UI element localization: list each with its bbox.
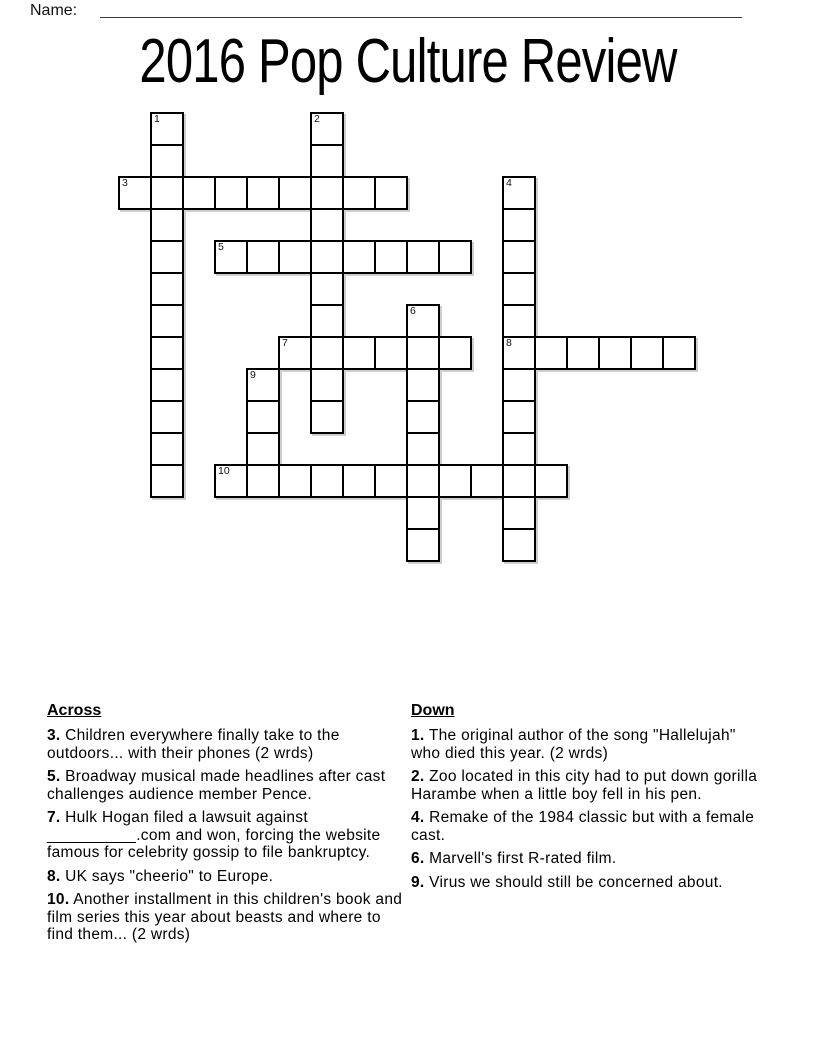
grid-cell[interactable] bbox=[150, 464, 184, 498]
grid-cell[interactable] bbox=[374, 464, 408, 498]
grid-cell[interactable] bbox=[406, 304, 440, 338]
grid-cell[interactable] bbox=[342, 240, 376, 274]
grid-cell[interactable] bbox=[374, 240, 408, 274]
grid-cell[interactable] bbox=[278, 336, 312, 370]
grid-cell[interactable] bbox=[246, 432, 280, 466]
grid-cell[interactable] bbox=[566, 336, 600, 370]
grid-cell[interactable] bbox=[502, 272, 536, 306]
grid-cell[interactable] bbox=[150, 368, 184, 402]
grid-cell[interactable] bbox=[310, 304, 344, 338]
grid-cell[interactable] bbox=[438, 240, 472, 274]
grid-cell[interactable] bbox=[310, 400, 344, 434]
grid-cell[interactable] bbox=[150, 432, 184, 466]
clue-item bbox=[411, 809, 765, 844]
grid-cell[interactable] bbox=[310, 336, 344, 370]
grid-cell[interactable] bbox=[406, 528, 440, 562]
grid-cell[interactable] bbox=[662, 336, 696, 370]
grid-cell[interactable] bbox=[310, 112, 344, 146]
clue-item-number: 8. bbox=[47, 867, 61, 885]
grid-cell[interactable] bbox=[310, 272, 344, 306]
grid-cell[interactable] bbox=[214, 176, 248, 210]
grid-cell[interactable] bbox=[438, 464, 472, 498]
grid-cell-number: 10 bbox=[218, 465, 230, 477]
grid-cell[interactable] bbox=[502, 432, 536, 466]
clue-item bbox=[47, 809, 409, 862]
clue-item bbox=[47, 868, 409, 886]
grid-cell[interactable] bbox=[502, 400, 536, 434]
clue-item-text: Remake of the 1984 classic but with a female cast. bbox=[411, 809, 755, 844]
clue-item-text: Another installment in this children's book and film series this year about beasts and where to find them... (2 wrds) bbox=[47, 891, 403, 943]
clue-item-number: 2. bbox=[411, 768, 425, 785]
grid-cell-number: 4 bbox=[506, 177, 512, 189]
grid-cell[interactable] bbox=[278, 176, 312, 210]
grid-cell-number: 3 bbox=[122, 177, 128, 189]
grid-cell[interactable] bbox=[150, 176, 184, 210]
across-clues-column bbox=[47, 702, 409, 950]
clue-item-number: 1. bbox=[411, 727, 425, 744]
grid-cell[interactable] bbox=[534, 336, 568, 370]
grid-cell[interactable] bbox=[182, 176, 216, 210]
grid-cell[interactable] bbox=[150, 400, 184, 434]
grid-cell[interactable] bbox=[310, 208, 344, 242]
grid-cell[interactable] bbox=[374, 176, 408, 210]
grid-cell-number: 9 bbox=[250, 369, 256, 381]
grid-cell[interactable] bbox=[214, 240, 248, 274]
name-label: Name: bbox=[30, 2, 78, 19]
clue-item-text: Virus we should still be concerned about. bbox=[424, 873, 723, 891]
clue-item-text: Children everywhere finally take to the outdoors... with their phones (2 wrds) bbox=[47, 727, 340, 762]
clue-item-text: Marvell's first R-rated film. bbox=[424, 850, 617, 867]
grid-cell[interactable] bbox=[406, 240, 440, 274]
grid-cell-number: 1 bbox=[154, 113, 160, 125]
grid-cell[interactable] bbox=[278, 240, 312, 274]
grid-cell[interactable] bbox=[150, 336, 184, 370]
clue-item-text: Broadway musical made headlines after cast challenges audience member Pence. bbox=[47, 768, 386, 803]
grid-cell[interactable] bbox=[406, 336, 440, 370]
grid-cell[interactable] bbox=[214, 464, 248, 498]
clue-item bbox=[411, 768, 765, 803]
name-fill-line[interactable] bbox=[100, 17, 742, 18]
clue-item bbox=[411, 874, 765, 892]
grid-cell[interactable] bbox=[150, 240, 184, 274]
grid-cell[interactable] bbox=[598, 336, 632, 370]
grid-cell[interactable] bbox=[246, 464, 280, 498]
grid-cell[interactable] bbox=[406, 400, 440, 434]
grid-cell[interactable] bbox=[246, 176, 280, 210]
grid-cell[interactable] bbox=[502, 304, 536, 338]
grid-cell[interactable] bbox=[342, 336, 376, 370]
grid-cell[interactable] bbox=[310, 144, 344, 178]
grid-cell[interactable] bbox=[630, 336, 664, 370]
grid-cell[interactable] bbox=[342, 464, 376, 498]
grid-cell[interactable] bbox=[406, 432, 440, 466]
grid-cell[interactable] bbox=[150, 304, 184, 338]
grid-cell[interactable] bbox=[278, 464, 312, 498]
grid-cell-number: 7 bbox=[282, 337, 288, 349]
grid-cell[interactable] bbox=[310, 368, 344, 402]
page-title: 2016 Pop Culture Review bbox=[139, 27, 677, 96]
clue-item-text: Zoo located in this city had to put down gorilla Harambe when a little boy fell in his pen. bbox=[411, 768, 758, 803]
grid-cell[interactable] bbox=[502, 528, 536, 562]
clue-item-text: UK says "cheerio" to Europe. bbox=[60, 867, 274, 885]
grid-cell[interactable] bbox=[374, 336, 408, 370]
clue-item-number: 4. bbox=[411, 809, 425, 826]
grid-cell[interactable] bbox=[150, 208, 184, 242]
clue-item-text: Hulk Hogan filed a lawsuit against __________.com and won, forcing the website famous for celebrity gossip to file bankruptcy. bbox=[47, 809, 381, 861]
clue-item-number: 6. bbox=[411, 850, 425, 867]
clue-item bbox=[411, 727, 765, 762]
grid-cell[interactable] bbox=[502, 496, 536, 530]
clue-item bbox=[47, 768, 409, 803]
grid-cell[interactable] bbox=[502, 464, 536, 498]
across-clue-list bbox=[47, 727, 409, 944]
clue-item-number: 3. bbox=[47, 727, 61, 744]
clue-item-number: 5. bbox=[47, 768, 61, 785]
grid-cell[interactable] bbox=[310, 240, 344, 274]
grid-cell[interactable] bbox=[246, 240, 280, 274]
clue-item bbox=[47, 727, 409, 762]
grid-cell[interactable] bbox=[150, 112, 184, 146]
grid-cell[interactable] bbox=[502, 208, 536, 242]
grid-cell[interactable] bbox=[342, 176, 376, 210]
grid-cell[interactable] bbox=[310, 464, 344, 498]
clue-item-number: 10. bbox=[47, 891, 70, 908]
down-heading: Down bbox=[411, 702, 455, 719]
grid-cell[interactable] bbox=[502, 368, 536, 402]
across-heading: Across bbox=[47, 702, 102, 719]
grid-cell-number: 6 bbox=[410, 305, 416, 317]
clue-item bbox=[411, 850, 765, 868]
grid-cell[interactable] bbox=[406, 464, 440, 498]
grid-cell-number: 5 bbox=[218, 241, 224, 253]
grid-cell[interactable] bbox=[406, 496, 440, 530]
grid-cell[interactable] bbox=[310, 176, 344, 210]
down-clues-column bbox=[411, 702, 765, 897]
grid-cell[interactable] bbox=[150, 144, 184, 178]
grid-cell[interactable] bbox=[406, 368, 440, 402]
grid-cell-number: 2 bbox=[314, 113, 320, 125]
clue-item-number: 9. bbox=[411, 873, 425, 891]
down-clue-list bbox=[411, 727, 765, 891]
grid-cell[interactable] bbox=[502, 240, 536, 274]
grid-cell[interactable] bbox=[246, 368, 280, 402]
clue-item-text: The original author of the song "Hallelujah" who died this year. (2 wrds) bbox=[411, 727, 736, 762]
grid-cell[interactable] bbox=[502, 336, 536, 370]
grid-cell[interactable] bbox=[470, 464, 504, 498]
grid-cell[interactable] bbox=[150, 272, 184, 306]
grid-cell-number: 8 bbox=[506, 337, 512, 349]
clue-item bbox=[47, 891, 409, 944]
grid-cell[interactable] bbox=[118, 176, 152, 210]
grid-cell[interactable] bbox=[438, 336, 472, 370]
grid-cell[interactable] bbox=[534, 464, 568, 498]
grid-cell[interactable] bbox=[246, 400, 280, 434]
grid-cell[interactable] bbox=[502, 176, 536, 210]
clue-item-number: 7. bbox=[47, 809, 61, 826]
